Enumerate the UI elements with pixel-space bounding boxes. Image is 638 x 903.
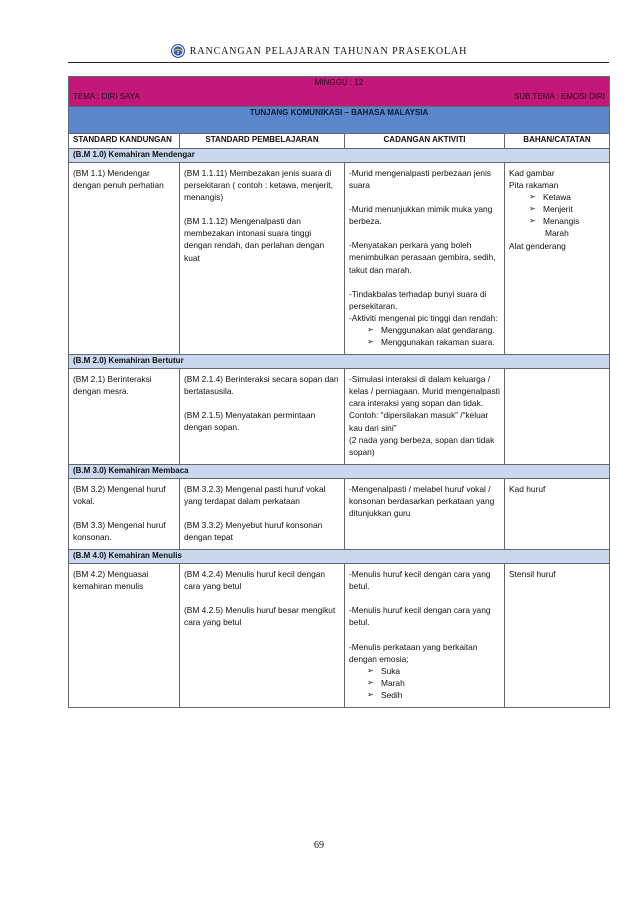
page-header [0, 40, 638, 62]
kandungan-cell: (BM 2.1) Berinteraksi dengan mesra. [69, 369, 180, 465]
list-item: ➢ Sedih [367, 689, 500, 701]
subtheme-label: SUB TEMA : EMOSI DIRI [514, 92, 605, 102]
section-header: (B.M 2.0) Kemahiran Bertutur [69, 355, 610, 369]
table-row [69, 163, 610, 355]
bullet-list [349, 324, 500, 348]
aktiviti-cell: -Menulis huruf kecil dengan cara yang betul. -Menulis huruf kecil dengan cara yang betul. -Menulis perkataan yang berkaitan dengan emosia; ➢ Suka ➢ Marah ➢ Sedih [345, 564, 505, 708]
tunjang-label: TUNJANG KOMUNIKASI – BAHASA MALAYSIA [69, 107, 610, 134]
section-header: (B.M 4.0) Kemahiran Menulis [69, 550, 610, 564]
header-divider [68, 62, 609, 63]
list-item: ➢ Menggunakan rakaman suara. [367, 336, 500, 348]
pembelajaran-cell: (BM 4.2.4) Menulis huruf kecil dengan cara yang betul (BM 4.2.5) Menulis huruf besar mengikut cara yang betul [180, 564, 345, 708]
week-label: MINGGU : 12 [314, 78, 364, 87]
list-item: ➢ Ketawa [529, 191, 605, 203]
table-row [69, 564, 610, 708]
lesson-plan-table [68, 76, 610, 708]
table-row [69, 369, 610, 465]
kandungan-cell: (BM 3.2) Mengenal huruf vokal. (BM 3.3) Mengenal huruf konsonan. [69, 478, 180, 549]
list-item: ➢ Suka [367, 665, 500, 677]
table-row [69, 478, 610, 549]
ministry-logo-icon [171, 44, 185, 58]
week-theme-banner [69, 77, 610, 107]
section-header: (B.M 1.0) Kemahiran Mendengar [69, 149, 610, 163]
list-item: ➢ Marah [367, 677, 500, 689]
bahan-cell: Kad huruf [505, 478, 610, 549]
bullet-list [509, 191, 605, 227]
aktiviti-cell: -Murid mengenalpasti perbezaan jenis suara -Murid menunjukkan mimik muka yang berbeza. -Menyatakan perkara yang boleh menimbulkan perasaan gembira, sedih, takut dan marah. -Tindakbalas terhadap bunyi suara di persekitaran. -Aktiviti mengenal pic tinggi dan rendah: ➢ Menggunakan alat gendarang. ➢ Menggunakan rakaman suara. [345, 163, 505, 355]
col-standard-kandungan: STANDARD KANDUNGAN [69, 134, 180, 149]
pembelajaran-cell: (BM 1.1.11) Membezakan jenis suara di persekitaran ( contoh : ketawa, menjerit, menangis) (BM 1.1.12) Mengenalpasti dan membezakan intonasi suara tinggi dengan rendah, dan perlahan dengan kuat [180, 163, 345, 355]
bahan-cell [505, 369, 610, 465]
document-title: RANCANGAN PELAJARAN TAHUNAN PRASEKOLAH [189, 45, 468, 57]
col-standard-pembelajaran: STANDARD PEMBELAJARAN [180, 134, 345, 149]
bahan-cell: Kad gambar Pita rakaman ➢ Ketawa ➢ Menjerit ➢ Menangis Marah Alat genderang [505, 163, 610, 355]
theme-label: TEMA : DIRI SAYA [73, 92, 140, 102]
col-bahan-catatan: BAHAN/CATATAN [505, 134, 610, 149]
pembelajaran-cell: (BM 2.1.4) Berinteraksi secara sopan dan bertatasusila. (BM 2.1.5) Menyatakan permintaan dengan sopan. [180, 369, 345, 465]
column-headers [69, 134, 610, 149]
bahan-cell: Stensil huruf [505, 564, 610, 708]
kandungan-cell: (BM 4.2) Menguasai kemahiran menulis [69, 564, 180, 708]
tunjang-banner [69, 107, 610, 134]
list-item: ➢ Menggunakan alat gendarang. [367, 324, 500, 336]
bullet-list [349, 665, 500, 701]
aktiviti-cell: -Simulasi interaksi di dalam keluarga / kelas / perniagaan. Murid mengenalpasti cara interaksi yang sopan dan tidak. Contoh: “dipersilakan masuk” /“keluar kau dari sini” (2 nada yang berbeza, sopan dan tidak sopan) [345, 369, 505, 465]
col-cadangan-aktiviti: CADANGAN AKTIVITI [345, 134, 505, 149]
page-number: 69 [314, 840, 324, 851]
aktiviti-cell: -Mengenalpasti / melabel huruf vokal / konsonan berdasarkan perkataan yang ditunjukkan guru [345, 478, 505, 549]
kandungan-cell: (BM 1.1) Mendengar dengan penuh perhatian [69, 163, 180, 355]
pembelajaran-cell: (BM 3.2.3) Mengenal pasti huruf vokal yang terdapat dalam perkataan (BM 3.3.2) Menyebut huruf konsonan dengan tepat [180, 478, 345, 549]
list-item: ➢ Menangis [529, 215, 605, 227]
section-header: (B.M 3.0) Kemahiran Membaca [69, 464, 610, 478]
list-item: ➢ Menjerit [529, 203, 605, 215]
